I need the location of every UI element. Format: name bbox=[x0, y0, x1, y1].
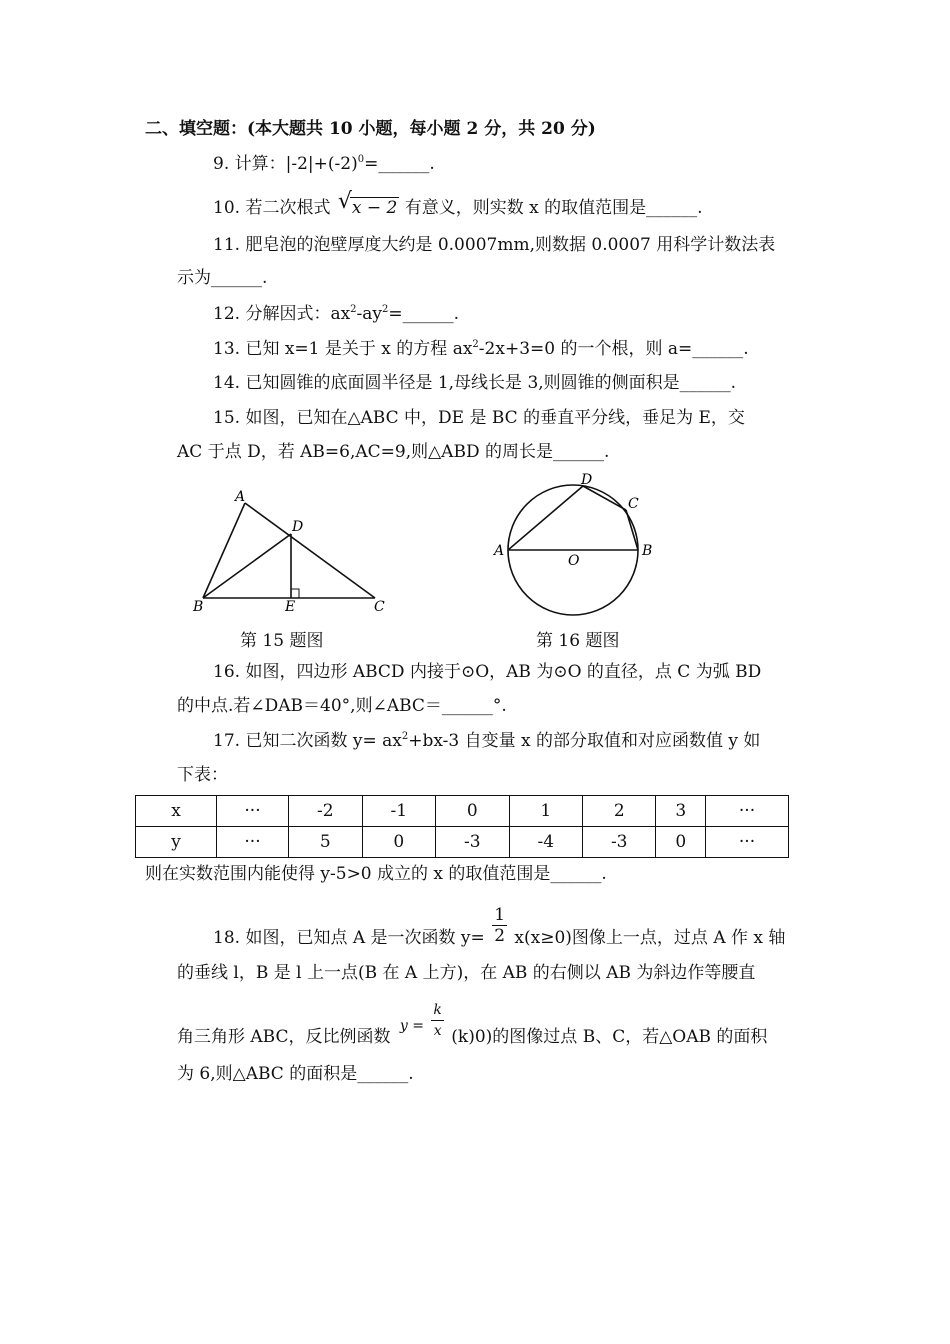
chord-cb bbox=[626, 510, 638, 550]
q13-post: -2x+3=0 的一个根，则 a=______. bbox=[478, 339, 749, 359]
q12-post: =______. bbox=[388, 304, 460, 324]
label-d: D bbox=[292, 519, 304, 535]
q10-pre: 10. 若二次根式 bbox=[213, 198, 331, 218]
label-c: C bbox=[374, 599, 385, 615]
segment-ab bbox=[203, 503, 245, 598]
table-cell: 2 bbox=[582, 796, 655, 827]
q12-pre: 12. 分解因式：ax bbox=[213, 304, 351, 324]
label-a: A bbox=[494, 543, 505, 559]
q13-pre: 13. 已知 x=1 是关于 x 的方程 ax bbox=[213, 339, 473, 359]
q13-sup: 2 bbox=[472, 339, 479, 350]
label-d: D bbox=[581, 472, 593, 488]
table-cell: -3 bbox=[436, 827, 509, 858]
chord-dc bbox=[583, 486, 626, 510]
fraction-one-half bbox=[492, 905, 507, 946]
right-angle-mark bbox=[291, 589, 299, 598]
q12-sup1: 2 bbox=[350, 304, 357, 315]
table-cell: 0 bbox=[656, 827, 706, 858]
segment-bd bbox=[203, 534, 291, 598]
question-18-line2: 的垂线 l，B 是 l 上一点(B 在 A 上方)，在 AB 的右侧以 AB 为斜边作等腰直 bbox=[177, 963, 756, 983]
table-cell: 5 bbox=[289, 827, 362, 858]
table-cell: y bbox=[136, 827, 217, 858]
question-14: 14. 已知圆锥的底面圆半径是 1,母线长是 3,则圆锥的侧面积是______. bbox=[213, 373, 737, 393]
table-cell: -3 bbox=[582, 827, 655, 858]
question-16-line1: 16. 如图，四边形 ABCD 内接于⊙O，AB 为⊙O 的直径，点 C 为弧 BD bbox=[213, 662, 762, 682]
table-cell: ··· bbox=[706, 827, 789, 858]
label-a: A bbox=[235, 489, 246, 505]
q18-line3-pre: 角三角形 ABC，反比例函数 bbox=[177, 1027, 391, 1047]
q10-radicand: x − 2 bbox=[351, 198, 398, 218]
question-15-line2: AC 于点 D，若 AB=6,AC=9,则△ABD 的周长是______. bbox=[177, 442, 610, 462]
q10-post: 有意义，则实数 x 的取值范围是______. bbox=[404, 198, 703, 218]
q18-line3-post: (k)0)的图像过点 B、C，若△OAB 的面积 bbox=[451, 1027, 768, 1047]
label-o: O bbox=[568, 553, 580, 569]
inverse-fn-y: y = bbox=[399, 1018, 424, 1034]
section-heading: 二、填空题：(本大题共 10 小题，每小题 2 分，共 20 分) bbox=[145, 119, 596, 139]
question-17-after-table: 则在实数范围内能使得 y-5>0 成立的 x 的取值范围是______. bbox=[145, 864, 607, 884]
table-cell: -1 bbox=[362, 796, 435, 827]
segment-ac bbox=[245, 503, 375, 598]
table-cell: 3 bbox=[656, 796, 706, 827]
question-18-line4: 为 6,则△ABC 的面积是______. bbox=[177, 1064, 414, 1084]
label-c: C bbox=[628, 496, 639, 512]
table-row-x bbox=[136, 796, 789, 827]
question-17-line2: 下表： bbox=[177, 765, 228, 785]
table-cell: x bbox=[136, 796, 217, 827]
question-18-line3 bbox=[177, 1000, 768, 1047]
table-cell: ··· bbox=[217, 827, 289, 858]
label-b: B bbox=[642, 543, 653, 559]
question-10 bbox=[213, 189, 703, 219]
question-11-line1: 11. 肥皂泡的泡壁厚度大约是 0.0007mm,则数据 0.0007 用科学计数法表 bbox=[213, 235, 776, 255]
question-18 bbox=[213, 905, 785, 946]
question-17 bbox=[213, 730, 760, 752]
fraction-numerator: k bbox=[431, 1000, 443, 1021]
label-e: E bbox=[285, 599, 296, 615]
table-cell: ··· bbox=[706, 796, 789, 827]
table-cell: 1 bbox=[509, 796, 582, 827]
fraction-denominator: 2 bbox=[494, 926, 506, 946]
q17-pre: 17. 已知二次函数 y= ax bbox=[213, 731, 402, 751]
figure-15-triangle bbox=[185, 485, 395, 620]
question-11-line2: 示为______. bbox=[177, 268, 268, 288]
figure-16-circle bbox=[488, 468, 663, 618]
fraction-denominator: x bbox=[433, 1023, 442, 1039]
table-cell: -4 bbox=[509, 827, 582, 858]
q17-sup: 2 bbox=[401, 731, 409, 742]
square-root-expression bbox=[337, 189, 399, 219]
q9-exponent: 0 bbox=[357, 154, 365, 165]
function-value-table bbox=[135, 795, 789, 858]
table-row-y bbox=[136, 827, 789, 858]
figure-16-caption: 第 16 题图 bbox=[536, 631, 620, 651]
q18-pre: 18. 如图，已知点 A 是一次函数 y= bbox=[213, 928, 485, 948]
question-12 bbox=[213, 303, 459, 325]
fraction-numerator: 1 bbox=[494, 905, 506, 925]
question-13 bbox=[213, 338, 749, 360]
q9-post: =______. bbox=[364, 154, 435, 174]
chord-ad bbox=[508, 486, 583, 550]
inverse-fn-fraction bbox=[431, 1000, 443, 1041]
table-cell: -2 bbox=[289, 796, 362, 827]
q17-post: +bx-3 自变量 x 的部分取值和对应函数值 y 如 bbox=[408, 731, 761, 751]
table-cell: 0 bbox=[436, 796, 509, 827]
label-b: B bbox=[193, 599, 204, 615]
question-15-line1: 15. 如图，已知在△ABC 中，DE 是 BC 的垂直平分线，垂足为 E，交 bbox=[213, 408, 745, 428]
q12-mid: -ay bbox=[356, 304, 383, 324]
q18-post: x(x≥0)图像上一点，过点 A 作 x 轴 bbox=[514, 928, 786, 948]
question-16-line2: 的中点.若∠DAB＝40°,则∠ABC＝______°. bbox=[177, 696, 507, 716]
radical-sign-icon: √ bbox=[337, 189, 352, 214]
table-cell: ··· bbox=[217, 796, 289, 827]
question-9 bbox=[213, 153, 435, 175]
figure-15-caption: 第 15 题图 bbox=[240, 631, 324, 651]
q9-pre: 9. 计算：|-2|+(-2) bbox=[213, 154, 358, 174]
q12-sup2: 2 bbox=[382, 304, 389, 315]
table-cell: 0 bbox=[362, 827, 435, 858]
